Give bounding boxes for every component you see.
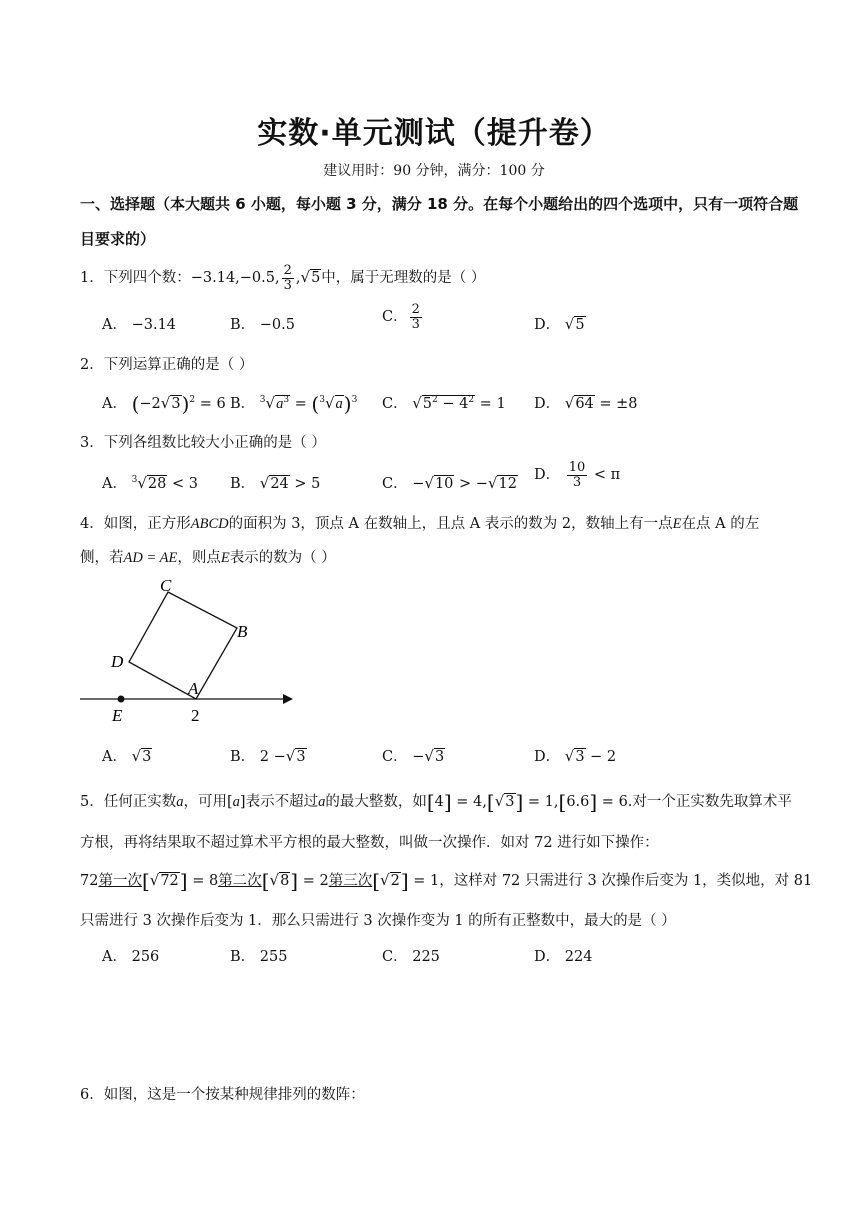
q1-nums: −3.14,−0.5, (190, 270, 280, 287)
q4-square-figure (75, 572, 305, 732)
question-5-line4: 只需进行 3 次操作后变为 1．那么只需进行 3 次操作变为 1 的所有正整数中，最大的是（ ） (80, 913, 676, 929)
question-5-line1: 5．任何正实数a，可用[a]表示不超过a的最大整数，如[4] = 4,[√3] = 1,[6.6] = 6.对一个正实数先取算术平 (80, 790, 792, 814)
q2-option-c[interactable]: C． $√5^2 - 4^2 = 1$ (382, 394, 506, 412)
question-1-stem: 1．下列四个数：−3.14,−0.5, $\frac{2}{3}$ ,√5中，属于无理数的是（ ） (80, 263, 486, 293)
q1-option-a[interactable]: A． −3.14 (102, 317, 177, 333)
q1-option-b[interactable]: B． −0.5 (230, 317, 295, 333)
question-6-stem: 6．如图，这是一个按某种规律排列的数阵： (80, 1087, 365, 1103)
page-subtitle: 建议用时：90 分钟，满分：100 分 (323, 163, 545, 179)
q2-option-a[interactable]: A． $(-2√3)^2 = 6$ (102, 392, 226, 416)
q5-option-b[interactable]: B． 255 (230, 949, 288, 965)
q1-frac-den: 3 (283, 277, 292, 293)
q4-option-a[interactable]: A． √3 (102, 747, 152, 765)
question-5-line2: 方根，再将结果取不超过算术平方根的最大整数，叫做一次操作．如对 72 进行如下操作： (80, 835, 659, 851)
q4-option-c[interactable]: C． −√3 (382, 747, 445, 765)
question-5-line3: 72第一次[√72] = 8第二次[√8] = 2第三次[√2] = 1，这样对 72 只需进行 3 次操作后变为 1，类似地，对 81 (80, 869, 813, 893)
question-2-stem: 2．下列运算正确的是（ ） (80, 357, 254, 373)
question-4-line2: 侧，若AD = AE，则点E表示的数为（ ） (80, 550, 336, 566)
q1-option-d[interactable]: D． √5 (534, 315, 585, 333)
tick-label-2: 2 (191, 706, 200, 725)
q3-option-d[interactable]: D． $\frac{10}{3}$ < π (534, 460, 621, 490)
point-e (118, 696, 125, 703)
section-heading-line2: 目要求的） (80, 230, 156, 248)
label-d: D (111, 652, 124, 671)
q1-suffix: 中，属于无理数的是（ ） (321, 270, 486, 287)
label-b: B (237, 622, 248, 641)
question-4-line1: 4．如图，正方形ABCD的面积为 3，顶点 A 在数轴上，且点 A 表示的数为 2，数轴上有一点E在点 A 的左 (80, 516, 760, 532)
page-title: 实数·单元测试（提升卷） (257, 116, 611, 151)
q3-option-a[interactable]: A． $^3$√28 < 3 (102, 474, 198, 492)
label-e: E (112, 706, 123, 725)
label-c: C (160, 576, 172, 595)
q3-option-b[interactable]: B． √24 > 5 (230, 474, 321, 492)
number-line-arrow (283, 694, 293, 704)
q4-option-d[interactable]: D． √3 − 2 (534, 747, 617, 765)
square-abcd (129, 592, 237, 699)
q1-prefix: 1．下列四个数： (80, 270, 191, 287)
section-heading-line1: 一、选择题（本大题共 6 小题，每小题 3 分，满分 18 分。在每个小题给出的四个选项中，只有一项符合题 (80, 195, 799, 213)
q5-option-c[interactable]: C． 225 (382, 949, 440, 965)
q5-option-a[interactable]: A． 256 (102, 949, 160, 965)
q1-option-c[interactable]: C． $\frac{2}{3}$ (382, 302, 420, 332)
q2-option-d[interactable]: D． √64 = ±8 (534, 394, 638, 412)
label-a: A (188, 679, 199, 698)
q1-fraction (282, 264, 294, 292)
q3-option-c[interactable]: C． −√10 > −√12 (382, 474, 517, 492)
q4-option-b[interactable]: B． 2 −√3 (230, 747, 306, 765)
q1-frac-num: 2 (283, 263, 292, 278)
q5-option-d[interactable]: D． 224 (534, 949, 593, 965)
q1-sqrt: 5 (311, 270, 321, 287)
question-3-stem: 3．下列各组数比较大小正确的是（ ） (80, 435, 326, 451)
q2-option-b[interactable]: B． $^3√a^3 = (^3√a)^3$ (230, 392, 358, 416)
